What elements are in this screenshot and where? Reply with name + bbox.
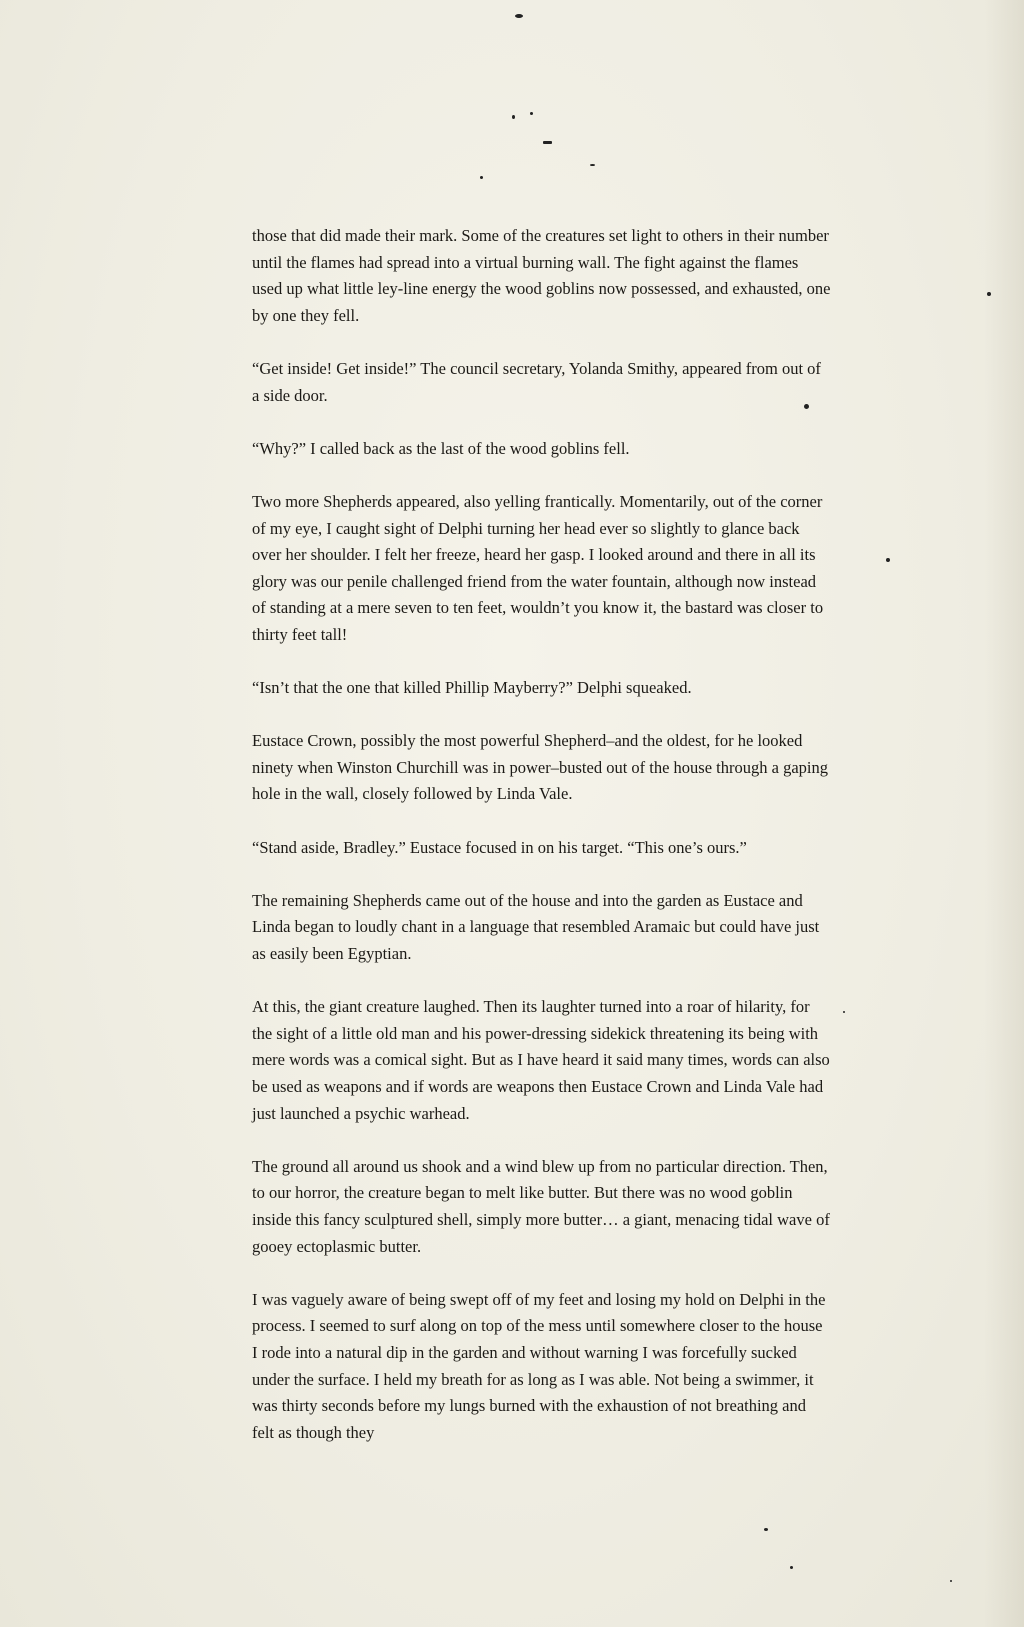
body-text <box>252 223 832 1473</box>
paper-speck <box>886 558 890 562</box>
paragraph: At this, the giant creature laughed. Then its laughter turned into a roar of hilarity, for the sight of a little old man and his power-dressing sidekick threatening its being with mere words was a comical sight. But as I have heard it said many times, words can also be used as weapons and if words are weapons then Eustace Crown and Linda Vale had just launched a psychic warhead. <box>252 997 830 1123</box>
paper-speck <box>512 115 515 119</box>
paragraph: “Isn’t that the one that killed Phillip Mayberry?” Delphi squeaked. <box>252 678 692 698</box>
paper-speck <box>480 176 483 179</box>
paragraph: “Stand aside, Bradley.” Eustace focused in on his target. “This one’s ours.” <box>252 837 747 857</box>
paper-speck <box>950 1580 952 1582</box>
paragraph: The remaining Shepherds came out of the house and into the garden as Eustace and Linda began to loudly chant in a language that resembled Aramaic but could have just as easily been Egyptian. <box>252 890 820 964</box>
paragraph: I was vaguely aware of being swept off of my feet and losing my hold on Delphi in the process. I seemed to surf along on top of the mess until somewhere closer to the house I rode into a natural dip in the garden and without warning I was forcefully sucked under the surface. I held my breath for as long as I was able. Not being a swimmer, it was thirty seconds before my lungs burned with the exhaustion of not breathing and felt as though they <box>252 1289 826 1442</box>
paragraph: those that did made their mark. Some of the creatures set light to others in their number until the flames had spread into a virtual burning wall. The fight against the flames used up what little ley-line energy the wood goblins now possessed, and exhausted, one by one they fell. <box>252 226 831 325</box>
paper-speck <box>543 141 552 144</box>
paragraph: Two more Shepherds appeared, also yelling frantically. Momentarily, out of the corner of my eye, I caught sight of Delphi turning her head ever so slightly to glance back over her shoulder. I felt her freeze, heard her gasp. I looked around and there in all its glory was our penile challenged friend from the water fountain, although now instead of standing at a mere seven to ten feet, wouldn’t you know it, the bastard was closer to thirty feet tall! <box>252 491 824 644</box>
paragraph: Eustace Crown, possibly the most powerful Shepherd–and the oldest, for he looked ninety when Winston Churchill was in power–busted out of the house through a gaping hole in the wall, closely followed by Linda Vale. <box>252 731 828 804</box>
paper-speck <box>530 112 533 115</box>
paragraph: “Get inside! Get inside!” The council secretary, Yolanda Smithy, appeared from out of a side door. <box>252 358 821 405</box>
paper-speck <box>987 292 991 296</box>
page-edge-shadow <box>984 0 1024 1627</box>
paragraph: The ground all around us shook and a wind blew up from no particular direction. Then, to our horror, the creature began to melt like butter. But there was no wood goblin inside this fancy sculptured shell, simply more butter… a giant, menacing tidal wave of gooey ectoplasmic butter. <box>252 1156 830 1256</box>
paper-speck <box>515 14 523 18</box>
paper-speck <box>843 1011 845 1013</box>
paper-speck <box>790 1566 793 1569</box>
paragraph: “Why?” I called back as the last of the wood goblins fell. <box>252 438 630 458</box>
paper-speck <box>764 1528 768 1531</box>
paper-speck <box>590 164 595 166</box>
